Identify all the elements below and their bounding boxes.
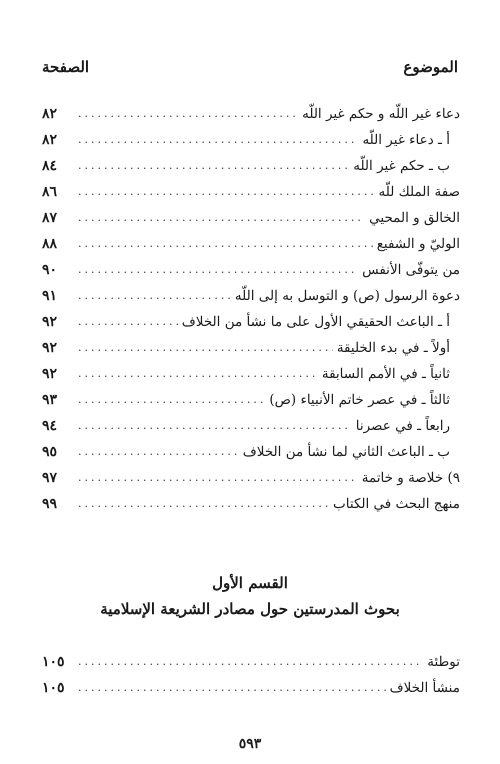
toc-entry-title: ثانياً ـ في الأمم السابقة — [321, 366, 450, 382]
toc-entry-title: من يتوفّى الأنفس — [362, 262, 460, 278]
toc-entry-page: ٨٧ — [42, 210, 58, 226]
toc-entry — [42, 466, 460, 490]
toc-entry-page: ١٠٥ — [42, 680, 65, 696]
toc-entry-page: ٨٦ — [42, 184, 58, 200]
toc-entry-page: ٨٢ — [42, 132, 58, 148]
topic-column-header: الموضوع — [403, 58, 458, 76]
section-subtitle: بحوث المدرستين حول مصادر الشريعة الإسلامية — [100, 600, 400, 618]
page-number: ٥٩٣ — [238, 736, 262, 752]
page-column-header: الصفحة — [42, 58, 90, 76]
toc-entry-page: ٩١ — [42, 288, 58, 304]
toc-entry-page: ٩٢ — [42, 366, 58, 382]
toc-entry — [42, 650, 460, 674]
toc-entry-title: دعوة الرسول (ص) و التوسل به إلى اللّه — [234, 288, 460, 304]
toc-entry-title: ب ـ الباعث الثاني لما نشأ من الخلاف — [242, 444, 450, 460]
toc-entry-page: ٩٩ — [42, 496, 58, 512]
section-title: القسم الأول — [212, 574, 288, 592]
leader-dots — [72, 310, 178, 334]
leader-dots — [72, 388, 265, 412]
toc-entry — [42, 336, 460, 360]
toc-entry-title: أ ـ الباعث الحقيقي الأول على ما نشأ من الخلاف — [181, 314, 450, 330]
toc-entry-title: ثالثاً ـ في عصر خاتم الأنبياء (ص) — [269, 392, 450, 408]
leader-dots — [72, 362, 318, 386]
toc-entry-title: ٩) خلاصة و خاتمة — [361, 470, 460, 486]
toc-entry-title: ب ـ حكم غير اللّه — [353, 158, 450, 174]
toc-entry-title: أولاً ـ في بدء الخليقة — [336, 340, 450, 356]
leader-dots — [72, 258, 358, 282]
leader-dots — [72, 154, 349, 178]
leader-dots — [72, 414, 352, 438]
toc-entry-page: ٩٥ — [42, 444, 58, 460]
leader-dots — [72, 284, 231, 308]
leader-dots — [72, 336, 333, 360]
leader-dots — [72, 440, 239, 464]
toc-entry-page: ١٠٥ — [42, 654, 65, 670]
leader-dots — [72, 466, 358, 490]
toc-entry — [42, 414, 460, 438]
toc-entry-page: ٨٤ — [42, 158, 58, 174]
toc-entry-title: دعاء غير اللّه و حكم غير اللّه — [302, 106, 460, 122]
toc-entry-page: ٩٢ — [42, 340, 58, 356]
toc-entry-page: ٩٧ — [42, 470, 58, 486]
toc-entry — [42, 310, 460, 334]
toc-entry — [42, 492, 460, 516]
toc-entry — [42, 206, 460, 230]
leader-dots — [72, 102, 298, 126]
toc-entry-title: رابعاً ـ في عصرنا — [355, 418, 450, 434]
toc-entry — [42, 388, 460, 412]
toc-entry — [42, 102, 460, 126]
toc-entry-title: أ ـ دعاء غير اللّه — [362, 132, 450, 148]
leader-dots — [72, 232, 373, 256]
leader-dots — [72, 650, 423, 674]
toc-entry — [42, 284, 460, 308]
toc-entry-title: الوليّ و الشفيع — [376, 236, 460, 252]
toc-entry-title: منهج البحث في الكتاب — [333, 496, 460, 512]
toc-entry-title: الخالق و المحيي — [369, 210, 460, 226]
toc-entry-title: توطئة — [427, 654, 460, 670]
toc-entry-page: ٩٠ — [42, 262, 58, 278]
leader-dots — [72, 180, 375, 204]
toc-entry-page: ٩٣ — [42, 392, 58, 408]
toc-entry — [42, 180, 460, 204]
toc-entry-page: ٩٤ — [42, 418, 58, 434]
leader-dots — [72, 128, 358, 152]
toc-entry — [42, 362, 460, 386]
toc-entry — [42, 232, 460, 256]
toc-entry — [42, 440, 460, 464]
toc-entry-title: صفة الملك للّه — [378, 184, 460, 200]
toc-entry — [42, 128, 460, 152]
toc-entry — [42, 154, 460, 178]
toc-entry-title: منشأ الخلاف — [389, 680, 460, 696]
toc-entry — [42, 258, 460, 282]
toc-entry-page: ٨٨ — [42, 236, 58, 252]
toc-entry-page: ٩٢ — [42, 314, 58, 330]
leader-dots — [72, 206, 365, 230]
toc-entry-page: ٨٢ — [42, 106, 58, 122]
leader-dots — [72, 676, 386, 700]
toc-entry — [42, 676, 460, 700]
leader-dots — [72, 492, 329, 516]
